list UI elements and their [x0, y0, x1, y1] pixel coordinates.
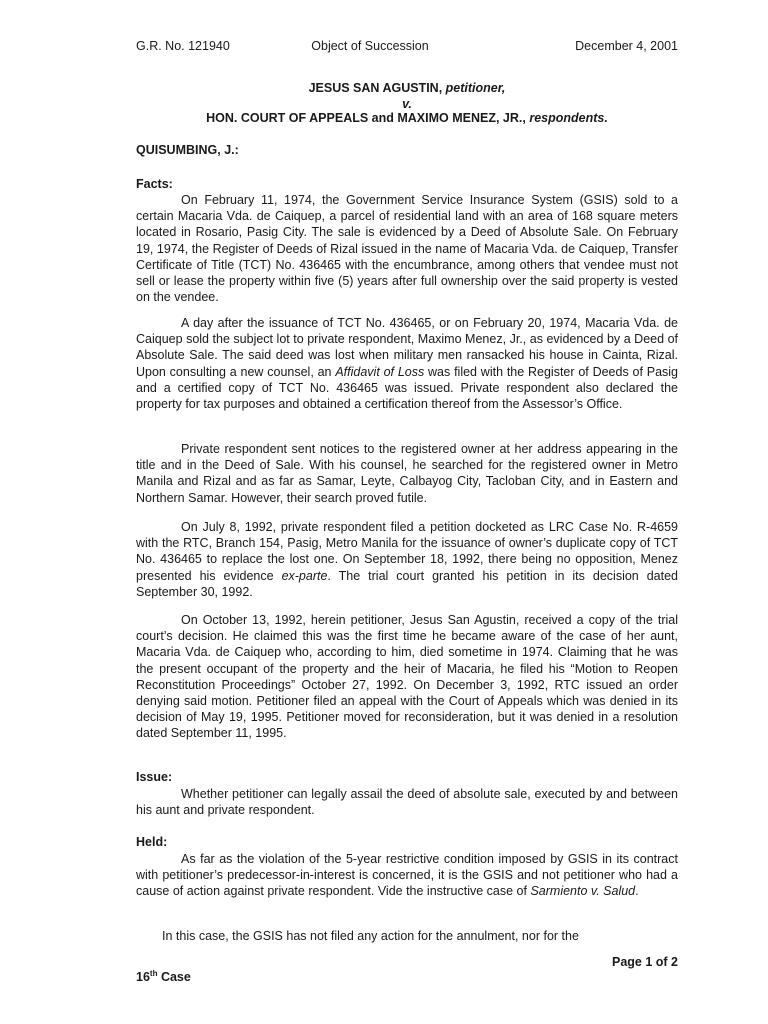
- held-heading: Held:: [136, 835, 168, 849]
- respondents-name: HON. COURT OF APPEALS and MAXIMO MENEZ, JR.,: [206, 111, 526, 125]
- header-subject: Object of Succession: [311, 39, 429, 53]
- petitioner-role: petitioner,: [445, 81, 506, 95]
- ex-parte-term: ex-parte: [281, 568, 328, 583]
- petitioner-name: JESUS SAN AGUSTIN,: [308, 81, 443, 95]
- facts-paragraph-5: On October 13, 1992, herein petitioner, Jesus San Agustin, received a copy of the trial court’s decision. He claimed this was the first time he became aware of the case of her aunt, Macaria Vda. de Caiquep who, according to him, died sometime in 1974. Claiming that he was the present occupant of the property and the heir of Macaria, he filed his “Motion to Reopen Reconstitution Proceedings” October 27, 1992. On December 3, 1992, RTC issued an order denying said motion. Petitioner filed an appeal with the Court of Appeals which was denied in its decision of May 19, 1995. Petitioner moved for reconsideration, but it was denied in a resolution dated September 11, 1995.: [136, 613, 678, 741]
- facts-paragraph-4: On July 8, 1992, private respondent filed a petition docketed as LRC Case No. R-4659 with the RTC, Branch 154, Pasig, Metro Manila for the issuance of owner’s duplicate copy of TCT No. 436465 to replace the lost one. On September 18, 1992, there being no opposition, Menez presented his evidence ex-parte. The trial court granted his petition in its decision dated September 30, 1992.: [136, 520, 679, 599]
- case-number: 16th Case: [136, 969, 191, 985]
- versus-text: v.: [402, 97, 412, 111]
- issue-paragraph: Whether petitioner can legally assail the deed of absolute sale, executed by and between his aunt and private respondent.: [136, 787, 678, 818]
- issue-heading: Issue:: [136, 770, 173, 784]
- held-paragraph-2: In this case, the GSIS has not filed any action for the annulment, nor for the: [162, 929, 579, 943]
- facts-paragraph-1: On February 11, 1974, the Government Service Insurance System (GSIS) sold to a certain Macaria Vda. de Caiquep, a parcel of residential land with an area of 168 square meters located in Rosario, Pasig City. The sale is evidenced by a Deed of Absolute Sale. On February 19, 1974, the Register of Deeds of Rizal issued in the name of Macaria Vda. de Caiquep, Transfer Certificate of Title (TCT) No. 436465 with the encumbrance, among others that vendee must not sell or lease the property within five (5) years after full ownership over the said property is vested on the vendee.: [136, 193, 678, 305]
- respondents-role: respondents.: [529, 111, 608, 125]
- held-paragraph-1: As far as the violation of the 5-year restrictive condition imposed by GSIS in its contract with petitioner’s predecessor-in-interest is concerned, it is the GSIS and not petitioner who had a cause of action against private respondent. Vide the instructive case of Sarmiento v. Salud.: [136, 852, 678, 899]
- case-citation: Sarmiento v. Salud: [530, 884, 636, 899]
- header-date: December 4, 2001: [575, 39, 678, 53]
- caption-petitioner: [136, 80, 678, 97]
- page-number: Page 1 of 2: [612, 955, 678, 969]
- facts-paragraph-2: A day after the issuance of TCT No. 436465, or on February 20, 1974, Macaria Vda. de Caiquep sold the subject lot to private respondent, Maximo Menez, Jr., as evidenced by a Deed of Absolute Sale. The said deed was lost when military men ransacked his house in Cainta, Rizal. Upon consulting a new counsel, an Affidavit of Loss was filed with the Register of Deeds of Pasig and a certified copy of TCT No. 436465 was issued. Private respondent also declared the property for tax purposes and obtained a certification thereof from the Assessor’s Office.: [136, 316, 678, 412]
- ponente: QUISUMBING, J.:: [136, 143, 239, 157]
- header-gr-number: G.R. No. 121940: [136, 39, 230, 53]
- affidavit-of-loss-term: Affidavit of Loss: [335, 364, 425, 379]
- facts-paragraph-3: Private respondent sent notices to the registered owner at her address appearing in the title and in the Deed of Sale. With his counsel, he searched for the registered owner in Metro Manila and Rizal and as far as Samar, Leyte, Calbayog City, Tacloban City, and in Eastern and Northern Samar. However, their search proved futile.: [136, 442, 678, 505]
- facts-heading: Facts:: [136, 177, 173, 191]
- caption-respondents: [136, 110, 678, 127]
